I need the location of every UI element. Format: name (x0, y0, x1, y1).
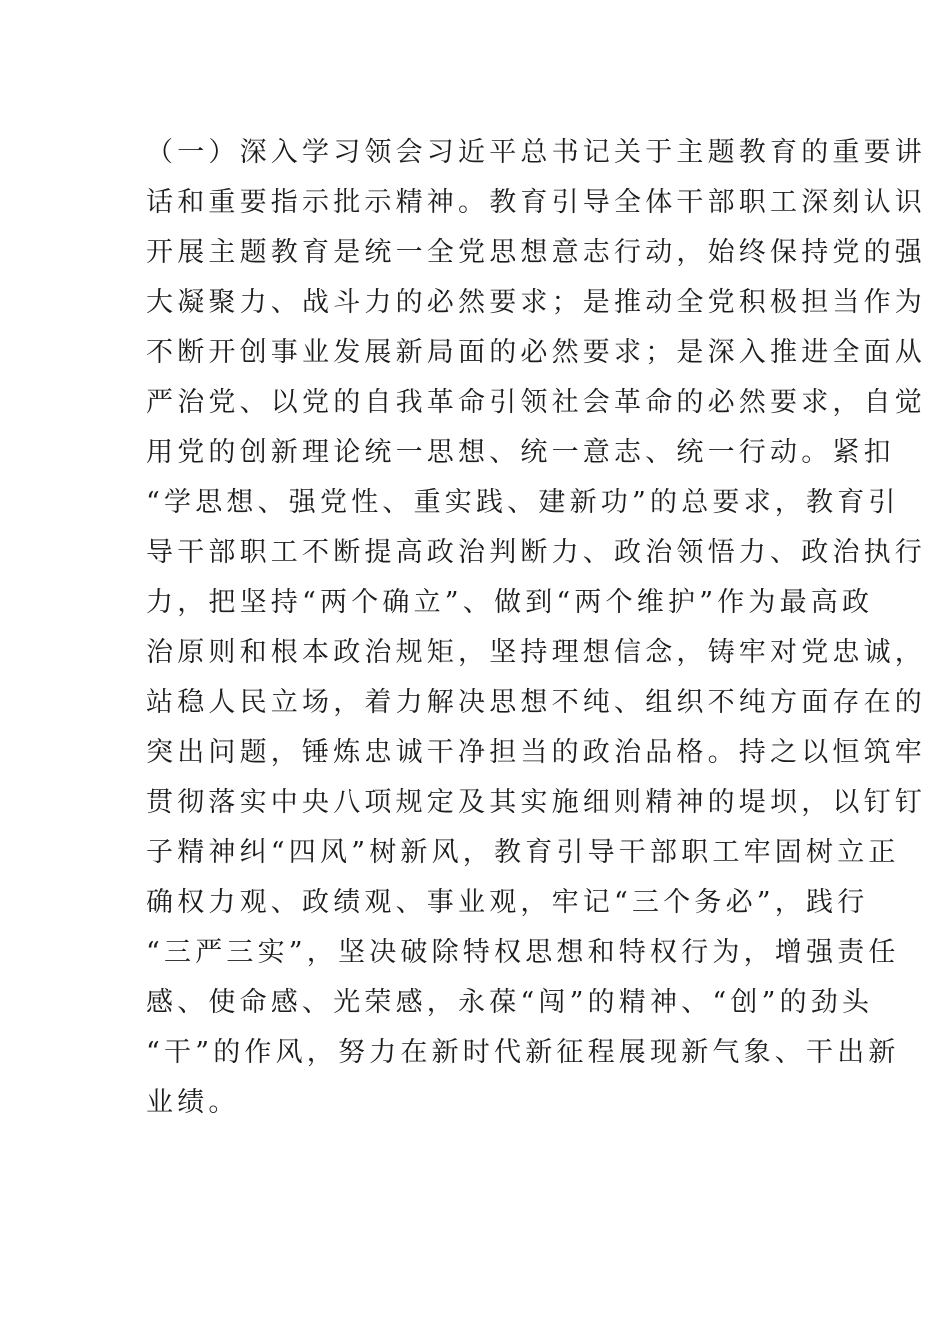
paragraph-line: 开展主题教育是统一全党思想意志行动，始终保持党的强 (146, 237, 926, 268)
paragraph-line: 大凝聚力、战斗力的必然要求；是推动全党积极担当作为 (146, 287, 926, 318)
body-paragraph (146, 128, 926, 1128)
paragraph-line: 确权力观、政绩观、事业观，牢记“三个务必”，践行 (146, 887, 869, 918)
paragraph-line: 贯彻落实中央八项规定及其实施细则精神的堤坝，以钉钉 (146, 787, 926, 818)
paragraph-line: 业绩。 (146, 1087, 240, 1118)
paragraph-line: “干”的作风，努力在新时代新征程展现新气象、干出新 (146, 1037, 900, 1068)
paragraph-line: 子精神纠“四风”树新风，教育引导干部职工牢固树立正 (146, 837, 900, 868)
paragraph-line: 导干部职工不断提高政治判断力、政治领悟力、政治执行 (146, 537, 926, 568)
paragraph-line: 站稳人民立场，着力解决思想不纯、组织不纯方面存在的 (146, 687, 926, 718)
paragraph-line: （一）深入学习领会习近平总书记关于主题教育的重要讲 (146, 137, 926, 168)
paragraph-line: 治原则和根本政治规矩，坚持理想信念，铸牢对党忠诚， (146, 637, 926, 668)
paragraph-line: 突出问题，锤炼忠诚干净担当的政治品格。持之以恒筑牢 (146, 737, 926, 768)
paragraph-line: 不断开创事业发展新局面的必然要求；是深入推进全面从 (146, 337, 926, 368)
paragraph-line: “学思想、强党性、重实践、建新功”的总要求，教育引 (146, 487, 900, 518)
paragraph-line: 用党的创新理论统一思想、统一意志、统一行动。紧扣 (146, 437, 895, 468)
paragraph-line: 严治党、以党的自我革命引领社会革命的必然要求，自觉 (146, 387, 926, 418)
paragraph-line: “三严三实”，坚决破除特权思想和特权行为，增强责任 (146, 937, 900, 968)
paragraph-line: 话和重要指示批示精神。教育引导全体干部职工深刻认识 (146, 187, 926, 218)
paragraph-line: 力，把坚持“两个确立”、做到“两个维护”作为最高政 (146, 587, 874, 618)
paragraph-line: 感、使命感、光荣感，永葆“闯”的精神、“创”的劲头 (146, 987, 874, 1018)
